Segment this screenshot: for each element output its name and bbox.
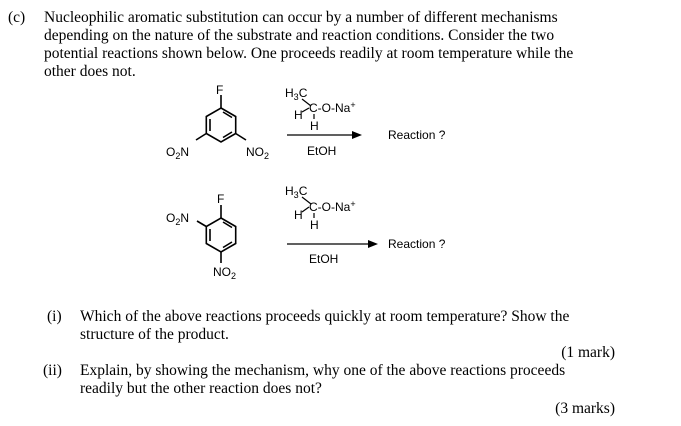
r2-solvent: EtOH [309, 252, 339, 266]
r1-h-bottom-label: H [310, 119, 319, 133]
r1-h-bond [302, 108, 309, 112]
bond-no2-left [196, 134, 206, 141]
r1-solvent: EtOH [307, 144, 337, 158]
reaction2-molecule [197, 205, 236, 263]
question-2-line-2: readily but the other reaction does not? [80, 380, 322, 397]
r2-no2-label: $NO_2$ [213, 265, 237, 281]
intro-line-1: Nucleophilic aromatic substitution can occur by a number of different mechanisms [44, 9, 558, 26]
r1-result: Reaction ? [388, 128, 446, 142]
r1-o2n-label: $O_2N$ [166, 145, 190, 161]
question-1-marks: (1 mark) [561, 344, 615, 361]
r1-no2-label: $NO_2$ [246, 145, 270, 161]
question-2-line-1: Explain, by showing the mechanism, why one of the above reactions proceeds [80, 362, 566, 379]
r1-f-label: F [216, 83, 224, 97]
r2-h3c-label: $H_3C$ [285, 184, 308, 200]
question-2-number: (ii) [43, 362, 62, 379]
r1-h-left-label: H [294, 108, 303, 122]
r2-o2n-label: $O_2N$ [166, 211, 190, 227]
r2-h-left-label: H [294, 208, 303, 222]
question-2-marks: (3 marks) [555, 400, 615, 417]
r1-h3c-label: $H_3C$ [285, 86, 308, 102]
r1-chain-label: C-O-Na+ [309, 100, 356, 115]
question-1-number: (i) [47, 308, 62, 325]
r2-f-label: F [217, 192, 225, 206]
bond-no2-left [197, 221, 206, 227]
reaction1-molecule [196, 95, 246, 142]
part-label: (c) [8, 9, 26, 26]
r2-arrow-head [368, 240, 378, 248]
r2-chain-label: C-O-Na+ [309, 199, 356, 214]
intro-line-2: depending on the nature of the substrate and reaction conditions. Consider the two [44, 27, 555, 44]
r1-arrow-head [352, 131, 362, 139]
r2-h-bottom-label: H [310, 218, 319, 232]
question-1-line-1: Which of the above reactions proceeds quickly at room temperature? Show the [80, 308, 570, 325]
bond-no2-right [236, 134, 246, 141]
intro-line-4: other does not. [44, 63, 136, 80]
question-1-line-2: structure of the product. [80, 326, 229, 343]
r2-result: Reaction ? [388, 237, 446, 251]
r2-h-bond [302, 207, 309, 212]
intro-line-3: potential reactions shown below. One proceeds readily at room temperature while the [44, 45, 574, 62]
